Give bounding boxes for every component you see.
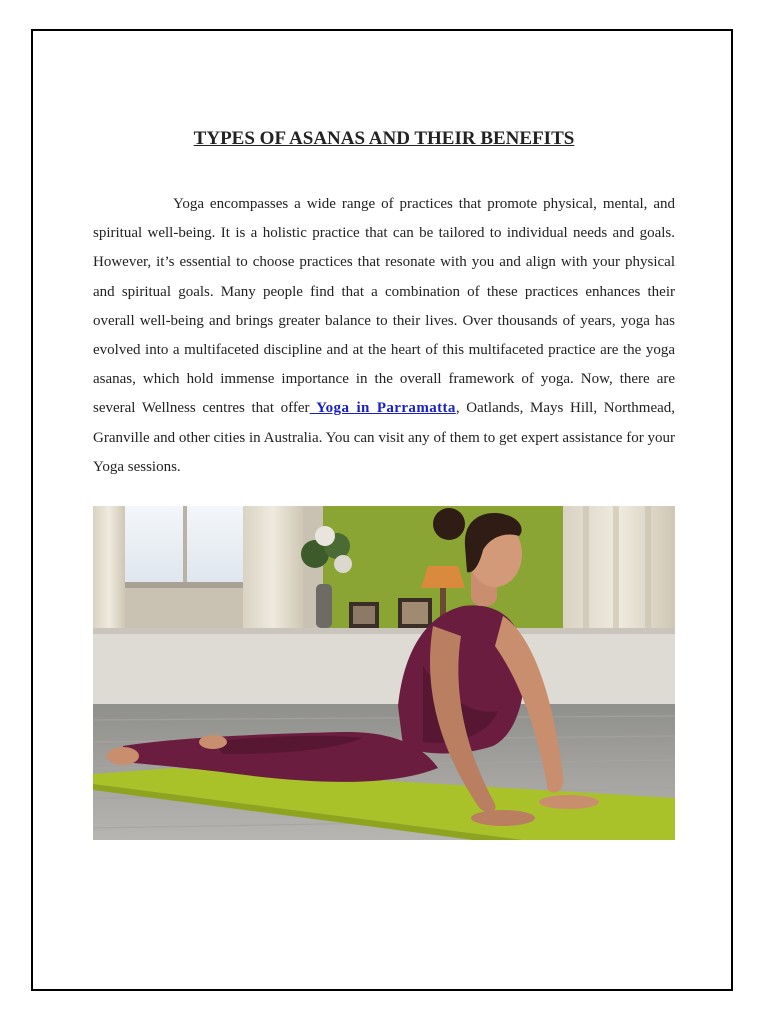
intro-paragraph — [93, 190, 675, 482]
lamp — [421, 566, 465, 588]
paragraph-text-before-link: Yoga encompasses a wide range of practices that promote physical, mental, and spiritual well-being. It is a holistic practice that can be tailored to individual needs and goals. However, it’s essential to choose practices that resonate with you and align with your physical and spiritual goals. Many people find that a combination of these practices enhances their overall well-being and brings greater balance to their lives. Over thousands of years, yoga has evolved into a multifaceted discipline and at the heart of this multifaceted practice are the yoga asanas, which hold immense importance in the overall framework of yoga. Now, there are several Wellness centres that offer — [93, 196, 675, 417]
yoga-cobra-pose-photo — [93, 506, 675, 840]
paragraph-text-after-link: , Oatlands, Mays Hill, Northmead, Granville and other cities in Australia. You can visit any of them to get expert assistance for your Yoga sessions. — [93, 400, 676, 475]
foot-left — [107, 747, 139, 765]
left-curtain — [93, 506, 125, 641]
shelf — [93, 628, 675, 704]
hand-left — [471, 810, 535, 826]
yoga-in-parramatta-link[interactable]: Yoga in Parramatta — [309, 400, 456, 417]
document-title: TYPES OF ASANAS AND THEIR BENEFITS — [193, 128, 575, 149]
foot-right — [199, 735, 227, 749]
vase — [316, 584, 332, 628]
hair-bun — [433, 508, 465, 540]
hand-right — [539, 795, 599, 809]
